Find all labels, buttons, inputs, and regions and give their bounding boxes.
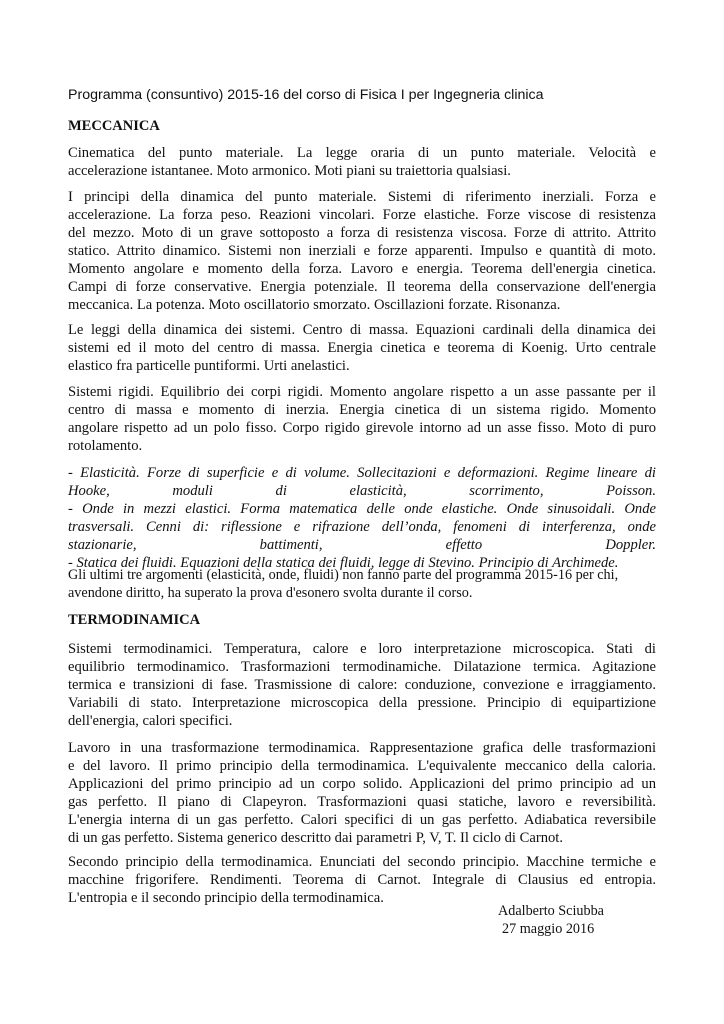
text-line: rotolamento. bbox=[68, 438, 143, 454]
text-line: del mezzo. Moto di un grave sottoposto a forza di resistenza viscosa. Forze di attrito. Attrito bbox=[68, 225, 656, 241]
paragraph-italic-topics bbox=[68, 464, 656, 572]
text-line: trasversali. Cenni di: riflessione e rifrazione dell’onda, fenomeni di interferenza, onde bbox=[68, 519, 656, 535]
text-line: Applicazioni del primo principio ad un corpo solido. Applicazioni del primo principio ad un bbox=[68, 776, 656, 792]
text-line: Cinematica del punto materiale. La legge oraria di un punto materiale. Velocità e bbox=[68, 145, 656, 161]
text-line: centro di massa e momento di inerzia. Energia cinetica di un sistema rigido. Momento bbox=[68, 402, 656, 418]
text-line: - Statica dei fluidi. Equazioni della statica dei fluidi, legge di Stevino. Principio di Archimede. bbox=[68, 555, 619, 571]
text-line: dell'energia, calori specifici. bbox=[68, 713, 233, 729]
paragraph bbox=[68, 640, 656, 730]
text-line: L'energia interna di un gas perfetto. Calori specifici di un gas perfetto. Adiabatica reversibile bbox=[68, 812, 656, 828]
text-line: statico. Attrito dinamico. Sistemi non inerziali e forze apparenti. Impulso e quantità di moto. bbox=[68, 243, 656, 259]
signature-name: Adalberto Sciubba bbox=[498, 903, 604, 919]
text-line: Sistemi rigidi. Equilibrio dei corpi rigidi. Momento angolare rispetto a un asse passante per il bbox=[68, 384, 656, 400]
text-line: accelerazione. La forza peso. Reazioni vincolari. Forze elastiche. Forze viscose di resistenza bbox=[68, 207, 656, 223]
text-line: Momento angolare e momento della forza. Lavoro e energia. Teorema dell'energia cinetica. bbox=[68, 261, 656, 277]
text-line: Variabili di stato. Interpretazione microscopica della pressione. Principio di equipartizione bbox=[68, 695, 656, 711]
text-line: accelerazione istantanee. Moto armonico. Moti piani su traiettoria qualsiasi. bbox=[68, 163, 511, 179]
text-line: Sistemi termodinamici. Temperatura, calore e loro interpretazione microscopica. Stati di bbox=[68, 641, 656, 657]
text-line: avendone diritto, ha superato la prova d'esonero svolta durante il corso. bbox=[68, 585, 473, 601]
text-line: Lavoro in una trasformazione termodinamica. Rappresentazione grafica delle trasformazioni bbox=[68, 740, 656, 756]
signature-date: 27 maggio 2016 bbox=[502, 921, 595, 937]
text-line: - Elasticità. Forze di superficie e di volume. Sollecitazioni e deformazioni. Regime lineare di bbox=[68, 465, 656, 481]
text-line: termica e transizioni di fase. Trasmissione di calore: conduzione, convezione e irraggiamento. bbox=[68, 677, 656, 693]
exemption-note bbox=[68, 566, 656, 602]
paragraph bbox=[68, 853, 656, 907]
text-line: - Onde in mezzi elastici. Forma matematica delle onde elastiche. Onde sinusoidali. Onde bbox=[68, 501, 656, 517]
text-line: I principi della dinamica del punto materiale. Sistemi di riferimento inerziali. Forza e bbox=[68, 189, 656, 205]
paragraph bbox=[68, 383, 656, 455]
text-line: sistemi ed il moto del centro di massa. Energia cinetica e teorema di Koenig. Urto centrale bbox=[68, 340, 656, 356]
paragraph bbox=[68, 739, 656, 847]
text-line: L'entropia e il secondo principio della termodinamica. bbox=[68, 890, 384, 906]
text-line: Gli ultimi tre argomenti (elasticità, onde, fluidi) non fanno parte del programma 2015-16 per chi, bbox=[68, 567, 619, 583]
text-line: stazionarie, battimenti, effetto Doppler. bbox=[68, 537, 656, 553]
text-line: angolare rispetto ad un polo fisso. Corpo rigido girevole intorno ad un asse fisso. Moto di puro bbox=[68, 420, 656, 436]
paragraph bbox=[68, 144, 656, 180]
text-line: Hooke, moduli di elasticità, scorrimento, Poisson. bbox=[68, 483, 656, 499]
text-line: Campi di forze conservative. Energia potenziale. Il teorema della conservazione dell'energia bbox=[68, 279, 656, 295]
text-line: gas perfetto. Il piano di Clapeyron. Trasformazioni quasi statiche, lavoro e reversibilità. bbox=[68, 794, 656, 810]
text-line: di un gas perfetto. Sistema generico descritto dai parametri P, V, T. Il ciclo di Carnot. bbox=[68, 830, 563, 846]
text-line: e del lavoro. Il primo principio della termodinamica. L'equivalente meccanico della caloria. bbox=[68, 758, 656, 774]
text-line: Le leggi della dinamica dei sistemi. Centro di massa. Equazioni cardinali della dinamica dei bbox=[68, 322, 656, 338]
document-title: Programma (consuntivo) 2015-16 del corso di Fisica I per Ingegneria clinica bbox=[68, 87, 544, 103]
paragraph bbox=[68, 321, 656, 375]
paragraph bbox=[68, 188, 656, 314]
section-heading-meccanica: MECCANICA bbox=[68, 118, 160, 134]
section-heading-termodinamica: TERMODINAMICA bbox=[68, 612, 201, 628]
text-line: elastico fra particelle puntiformi. Urti anelastici. bbox=[68, 358, 350, 374]
text-line: equilibrio termodinamico. Trasformazioni termodinamiche. Dilatazione termica. Agitazione bbox=[68, 659, 656, 675]
text-line: macchine frigorifere. Rendimenti. Teorema di Carnot. Integrale di Clausius ed entropia. bbox=[68, 872, 656, 888]
text-line: meccanica. La potenza. Moto oscillatorio smorzato. Oscillazioni forzate. Risonanza. bbox=[68, 297, 561, 313]
text-line: Secondo principio della termodinamica. Enunciati del secondo principio. Macchine termiche e bbox=[68, 854, 656, 870]
